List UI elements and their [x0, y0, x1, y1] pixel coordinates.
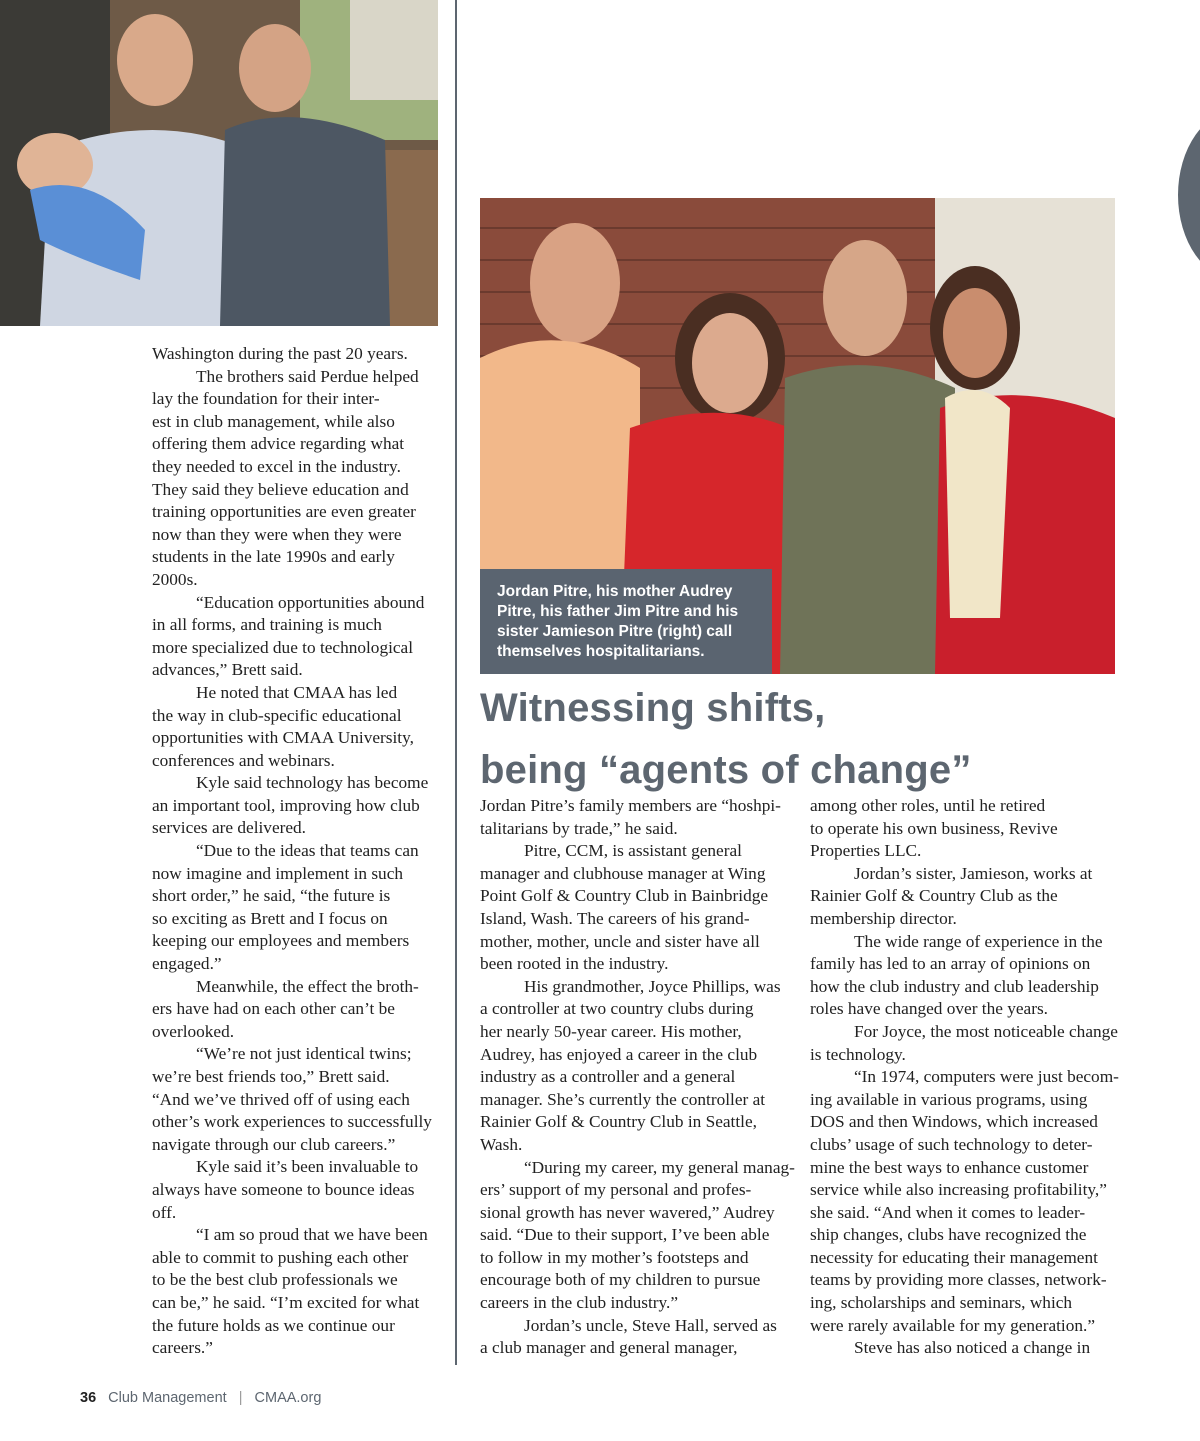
body-text-line: clubs’ usage of such technology to deter-	[810, 1134, 1093, 1154]
body-text-line: “In 1974, computers were just becom-	[854, 1067, 1119, 1087]
decorative-circle	[1178, 110, 1200, 280]
body-text-line: overlooked.	[152, 1021, 235, 1041]
body-text-line: more specialized due to technological	[152, 637, 414, 657]
body-text-line: Rainier Golf & Country Club as the	[810, 886, 1058, 906]
body-text-line: she said. “And when it comes to leader-	[810, 1202, 1086, 1222]
body-text-line: to operate his own business, Revive	[810, 818, 1058, 838]
body-text-line: mother, mother, uncle and sister have all	[480, 931, 760, 951]
body-text-line: students in the late 1990s and early	[152, 547, 395, 567]
body-text-line: ers’ support of my personal and profes-	[480, 1180, 752, 1200]
body-text-line: is technology.	[810, 1044, 906, 1064]
body-text-line: lay the foundation for their inter-	[152, 389, 380, 409]
body-text-line: engaged.”	[152, 954, 222, 974]
body-text-line: advances,” Brett said.	[152, 660, 303, 680]
body-text-line: necessity for educating their management	[810, 1247, 1098, 1267]
body-text-line: The brothers said Perdue helped	[196, 366, 419, 386]
body-text-line: Audrey, has enjoyed a career in the club	[480, 1044, 758, 1064]
body-text-line: off.	[152, 1202, 177, 1222]
body-text-line: family has led to an array of opinions on	[810, 954, 1091, 974]
body-text-line: how the club industry and club leadership	[810, 976, 1099, 996]
caption-line: Pitre, his father Jim Pitre and his	[497, 603, 739, 620]
body-text-line: ers have had on each other can’t be	[152, 999, 395, 1019]
body-text-line: “Due to the ideas that teams can	[196, 841, 419, 861]
section-heading-line-1: Witnessing shifts,	[480, 686, 826, 730]
body-text-line: short order,” he said, “the future is	[152, 886, 391, 906]
left-column-text	[152, 343, 442, 1360]
caption-line: themselves hospitalitarians.	[497, 643, 705, 660]
body-text-line: a controller at two country clubs during	[480, 999, 754, 1019]
body-text-line: training opportunities are even greater	[152, 502, 416, 522]
caption-line: Jordan Pitre, his mother Audrey	[497, 583, 733, 600]
body-text-line: They said they believe education and	[152, 479, 409, 499]
body-text-line: the future holds as we continue our	[152, 1315, 395, 1335]
brothers-photo-illustration	[0, 0, 438, 326]
body-text-line: always have someone to bounce ideas	[152, 1179, 415, 1199]
body-text-line: able to commit to pushing each other	[152, 1247, 409, 1267]
body-text-line: they needed to excel in the industry.	[152, 456, 401, 476]
body-text-line: were rarely available for my generation.”	[810, 1315, 1095, 1335]
body-text-line: Jordan Pitre’s family members are “hoshpi-	[480, 796, 781, 815]
body-text-line: careers in the club industry.”	[480, 1293, 679, 1313]
body-text-line: Jordan’s uncle, Steve Hall, served as	[524, 1315, 777, 1335]
body-text-line: Island, Wash. The careers of his grand-	[480, 908, 750, 928]
body-text-line: teams by providing more classes, network-	[810, 1270, 1107, 1290]
body-text-line: can be,” he said. “I’m excited for what	[152, 1292, 420, 1312]
body-text-line: in all forms, and training is much	[152, 615, 382, 635]
body-text-line: Kyle said technology has become	[196, 773, 429, 793]
body-text-line: Steve has also noticed a change in	[854, 1338, 1091, 1358]
body-text-line: services are delivered.	[152, 818, 307, 838]
body-text-line: His grandmother, Joyce Phillips, was	[524, 976, 781, 996]
page-number: 36	[80, 1390, 97, 1406]
body-text-line: the way in club-specific educational	[152, 705, 402, 725]
body-text-line: encourage both of my children to pursue	[480, 1270, 761, 1290]
page-footer	[80, 1390, 321, 1406]
body-text-line: industry as a controller and a general	[480, 1067, 736, 1087]
body-text-line: Wash.	[480, 1134, 523, 1154]
body-text-line: said. “Due to their support, I’ve been able	[480, 1225, 770, 1245]
body-text-line: opportunities with CMAA University,	[152, 728, 414, 748]
body-text-line: “And we’ve thrived off of using each	[152, 1089, 410, 1109]
caption-line: sister Jamieson Pitre (right) call	[497, 623, 733, 640]
body-text-line: “During my career, my general manag-	[524, 1157, 795, 1177]
body-text-line: The wide range of experience in the	[854, 931, 1103, 951]
column-rule	[455, 0, 457, 1365]
body-text-line: manager and clubhouse manager at Wing	[480, 863, 766, 883]
body-text-line: ship changes, clubs have recognized the	[810, 1225, 1087, 1245]
body-text-line: membership director.	[810, 908, 957, 928]
photo-caption	[480, 569, 772, 674]
body-text-line: Properties LLC.	[810, 841, 922, 861]
body-text-line: navigate through our club careers.”	[152, 1134, 396, 1154]
body-text-line: now imagine and implement in such	[152, 863, 404, 883]
footer-separator: |	[238, 1390, 243, 1406]
body-text-line: Rainier Golf & Country Club in Seattle,	[480, 1112, 757, 1132]
body-text-line: He noted that CMAA has led	[196, 682, 398, 702]
body-text-line: careers.”	[152, 1338, 213, 1358]
body-text-line: manager. She’s currently the controller at	[480, 1089, 766, 1109]
body-text-line: 2000s.	[152, 569, 198, 589]
body-text-line: talitarians by trade,” he said.	[480, 818, 678, 838]
body-text-line: ing, scholarships and seminars, which	[810, 1293, 1073, 1313]
body-text-line: other’s work experiences to successfully	[152, 1112, 432, 1132]
body-text-line: mine the best ways to enhance customer	[810, 1157, 1089, 1177]
brothers-photo	[0, 0, 438, 326]
body-text-line: among other roles, until he retired	[810, 796, 1046, 815]
body-text-line: keeping our employees and members	[152, 931, 410, 951]
body-text-line: Washington during the past 20 years.	[152, 344, 408, 363]
body-text-line: service while also increasing profitability,”	[810, 1180, 1107, 1200]
body-text-line: “I am so proud that we have been	[196, 1225, 428, 1245]
body-text-line: ing available in various programs, using	[810, 1089, 1088, 1109]
body-text-line: to follow in my mother’s footsteps and	[480, 1247, 749, 1267]
body-text-line: Pitre, CCM, is assistant general	[524, 841, 742, 861]
body-text-line: an important tool, improving how club	[152, 795, 420, 815]
body-text-line: roles have changed over the years.	[810, 999, 1048, 1019]
body-text-line: Kyle said it’s been invaluable to	[196, 1157, 419, 1177]
right-column-text	[810, 795, 1122, 1360]
body-text-line: offering them advice regarding what	[152, 434, 405, 454]
body-text-line: now than they were when they were	[152, 524, 402, 544]
body-text-line: we’re best friends too,” Brett said.	[152, 1067, 390, 1086]
body-text-line: “Education opportunities abound	[196, 592, 425, 612]
middle-column-text	[480, 795, 795, 1360]
body-text-line: Jordan’s sister, Jamieson, works at	[854, 863, 1093, 883]
body-text-line: est in club management, while also	[152, 411, 395, 431]
body-text-line: been rooted in the industry.	[480, 954, 669, 974]
body-text-line: “We’re not just identical twins;	[196, 1044, 412, 1064]
body-text-line: sional growth has never wavered,” Audrey	[480, 1202, 775, 1222]
body-text-line: so exciting as Brett and I focus on	[152, 908, 388, 928]
body-text-line: conferences and webinars.	[152, 750, 335, 770]
body-text-line: Point Golf & Country Club in Bainbridge	[480, 886, 769, 906]
body-text-line: to be the best club professionals we	[152, 1270, 398, 1290]
body-text-line: For Joyce, the most noticeable change	[854, 1021, 1118, 1041]
publication-name: Club Management	[108, 1390, 227, 1406]
section-heading-line-2: being “agents of change”	[480, 748, 972, 792]
body-text-line: a club manager and general manager,	[480, 1338, 738, 1358]
website-link[interactable]: CMAA.org	[254, 1390, 322, 1406]
body-text-line: DOS and then Windows, which increased	[810, 1112, 1098, 1132]
body-text-line: her nearly 50-year career. His mother,	[480, 1021, 742, 1041]
body-text-line: Meanwhile, the effect the broth-	[196, 976, 419, 996]
